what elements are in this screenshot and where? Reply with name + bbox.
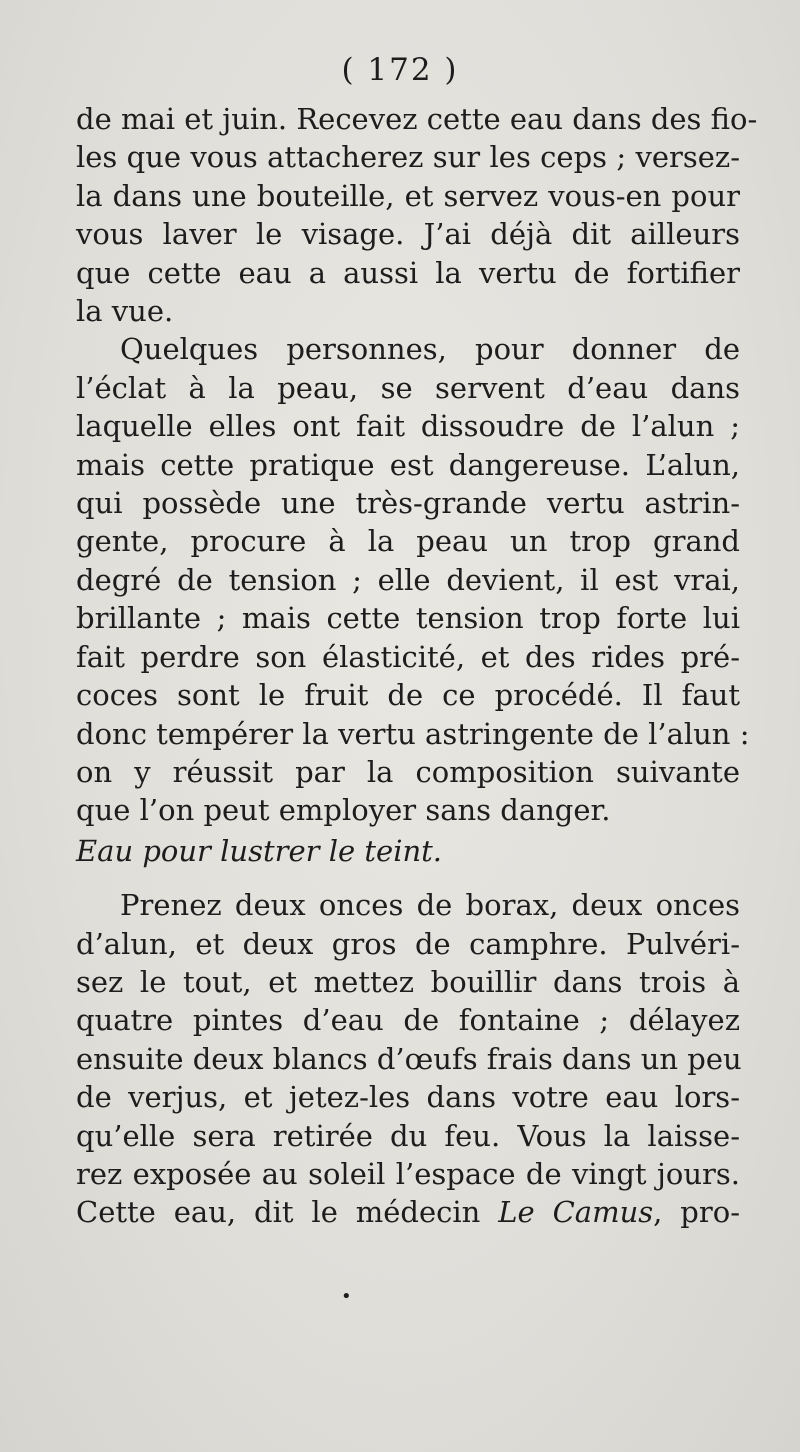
text-line: l’éclat à la peau, se servent d’eau dans xyxy=(76,370,740,405)
text-line: donc tempérer la vertu astringente de l’alun : xyxy=(76,716,750,751)
text-line: Quelques personnes, pour donner de xyxy=(120,332,740,367)
author-name: Le Camus xyxy=(498,1195,654,1230)
text-line: coces sont le fruit de ce procédé. Il faut xyxy=(76,678,740,713)
final-line-end: , pro- xyxy=(653,1195,740,1230)
text-line: ensuite deux blancs d’œufs frais dans un peu xyxy=(76,1041,742,1076)
text-line: Prenez deux onces de borax, deux onces xyxy=(120,888,740,923)
text-line: la vue. xyxy=(76,294,174,329)
text-line: rez exposée au soleil l’espace de vingt jours. xyxy=(76,1156,740,1191)
text-line: vous laver le visage. J’ai déjà dit ailleurs xyxy=(76,217,740,252)
text-line-final xyxy=(76,1193,740,1231)
footer-mark: • xyxy=(341,1286,352,1307)
paragraph-2 xyxy=(76,330,750,829)
text-line: que cette eau a aussi la vertu de fortifier xyxy=(76,255,740,290)
paragraph-3 xyxy=(76,886,740,1232)
page-number: ( 172 ) xyxy=(341,52,459,88)
text-line: de mai et juin. Recevez cette eau dans des fio- xyxy=(76,102,758,136)
body-text xyxy=(76,100,758,1232)
text-line: d’alun, et deux gros de camphre. Pulvéri- xyxy=(76,926,740,961)
final-line-start: Cette eau, dit le médecin xyxy=(76,1195,499,1230)
text-line: qu’elle sera retirée du feu. Vous la laisse- xyxy=(76,1118,740,1153)
text-line: on y réussit par la composition suivante xyxy=(76,754,740,789)
recipe-title: Eau pour lustrer le teint. xyxy=(76,833,443,868)
text-line: sez le tout, et mettez bouillir dans trois à xyxy=(76,964,740,999)
text-line: les que vous attacherez sur les ceps ; versez- xyxy=(76,140,740,175)
text-line: brillante ; mais cette tension trop forte lui xyxy=(76,601,740,636)
text-line: mais cette pratique est dangereuse. L’alun, xyxy=(76,447,740,482)
text-line: degré de tension ; elle devient, il est vrai, xyxy=(76,562,740,597)
text-line: fait perdre son élasticité, et des rides pré- xyxy=(76,639,740,674)
text-line: laquelle elles ont fait dissoudre de l’alun ; xyxy=(76,409,740,444)
text-line: la dans une bouteille, et servez vous-en pour xyxy=(76,178,740,213)
paragraph-1 xyxy=(76,100,758,330)
text-line: de verjus, et jetez-les dans votre eau lors- xyxy=(76,1080,740,1115)
text-line: qui possède une très-grande vertu astrin- xyxy=(76,486,740,521)
text-line: quatre pintes d’eau de fontaine ; délayez xyxy=(76,1003,740,1038)
text-line: gente, procure à la peau un trop grand xyxy=(76,524,740,559)
text-line: que l’on peut employer sans danger. xyxy=(76,793,611,828)
